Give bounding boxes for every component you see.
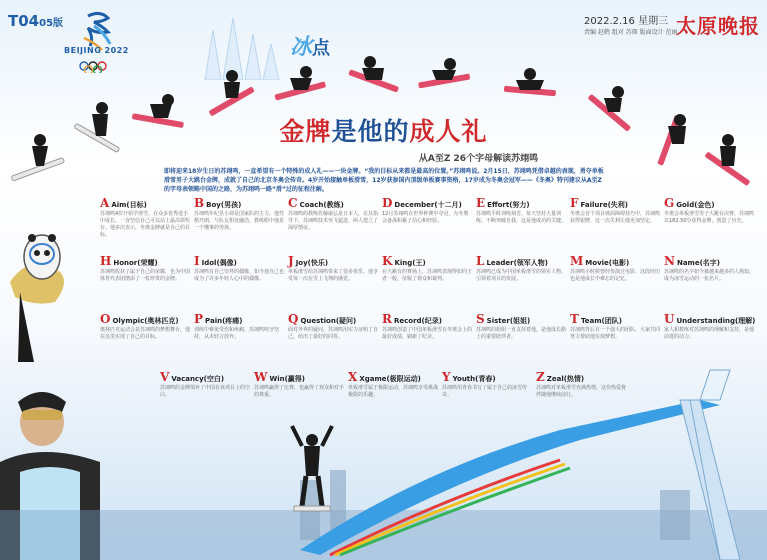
letter-entry-heading xyxy=(288,254,378,268)
letter-initial: G xyxy=(664,196,675,210)
letter-entry-text: 苏翊鸣收获了属于自己的荣耀，也为中国体育代表团增添了一枚珍贵的金牌。 xyxy=(100,269,191,282)
headline xyxy=(0,112,767,148)
issue-date-value: 2022.2.16 xyxy=(584,16,635,27)
letter-entry-heading xyxy=(664,312,754,326)
letter-initial: E xyxy=(476,196,486,210)
letter-word: Failure(失利) xyxy=(580,201,629,209)
letter-word: Record(纪录) xyxy=(393,317,442,325)
letter-word: Boy(男孩) xyxy=(206,201,242,209)
letter-entry xyxy=(194,254,284,310)
letter-initial: F xyxy=(570,196,579,210)
letter-entry-text: 苏翊鸣4岁开始学滑雪，在众多优秀选手中成长，一直坚信自己可以站上最高领奖台。他多次表示，冬奥金牌就是自己的目标。 xyxy=(100,211,191,238)
headline-part3: 成人礼 xyxy=(409,117,488,146)
letter-entry-text: 冬奥会单板滑雪男子大跳台决赛，苏翊鸣以182.50分获得金牌，创造了历史。 xyxy=(664,211,755,224)
bing-dwen-dwen-mascot-icon xyxy=(10,234,64,304)
letter-initial: P xyxy=(194,312,204,326)
letter-word: December(十二月) xyxy=(394,201,462,209)
headline-part2: 是他的 xyxy=(331,117,410,146)
letter-word: Honor(荣耀) xyxy=(113,259,158,267)
letter-entry xyxy=(664,254,754,310)
letter-initial: L xyxy=(476,254,485,268)
intro-paragraph: 即将迎来18岁生日的苏翊鸣，一直希望有一个特殊的成人礼——一块金牌。“我的目标从来都是最高的位置。”苏翊鸣说。2月15日，苏翊鸣凭借卓越的表现，勇夺单板滑雪男子大跳台金牌，成就了自己的北京冬奥会传奇。4岁开始接触单板滑雪，12岁获参国内顶级单板赛事资格，17岁成为冬奥会冠军——《冬奥》特刊建议从A至Z的字母表领略中国的之路，为苏翊鸣一路“滑”过的征程注解。 xyxy=(164,168,604,193)
letter-entry-text: 苏翊鸣用青春书写了属于自己的冰雪传奇。 xyxy=(442,385,528,398)
letter-word: Understanding(理解) xyxy=(676,317,756,325)
letter-entry xyxy=(664,196,754,252)
letter-entry-heading xyxy=(382,196,472,210)
letter-initial: Z xyxy=(536,370,545,384)
page-suffix: 05版 xyxy=(39,18,64,29)
letter-initial: B xyxy=(194,196,205,210)
letter-entry-text: 苏翊鸣有自己崇拜的偶像，如今他自己也成为了许多年轻人心中的偶像。 xyxy=(194,269,285,282)
letter-word: Olympic(奥林匹克) xyxy=(112,317,179,325)
letter-entry-heading xyxy=(288,196,378,210)
letter-initial: V xyxy=(160,370,170,384)
letter-entry-text: 奥林匹克运动会是苏翊鸣的梦想舞台，他在这里实现了自己的目标。 xyxy=(100,327,191,340)
letter-word: Question(疑问) xyxy=(300,317,357,325)
letter-entry-heading xyxy=(382,254,472,268)
letter-initial: Y xyxy=(442,370,451,384)
letter-entry-text: 苏翊鸣的教练佐藤康弘是日本人，在其指导下，苏翊鸣技术突飞猛进，两人建立了深厚情谊。 xyxy=(288,211,379,231)
letter-initial: U xyxy=(664,312,675,326)
letter-entry-heading xyxy=(570,254,660,268)
letter-word: Xgame(极限运动) xyxy=(359,375,421,383)
letter-entry-heading xyxy=(664,196,754,210)
letter-initial: C xyxy=(288,196,298,210)
headline-part1: 金牌 xyxy=(279,117,332,146)
letter-entry xyxy=(100,254,190,310)
letter-initial: S xyxy=(476,312,485,326)
letter-entry-text: 苏翊鸣对单板滑雪充满热情，这份热爱将伴随他继续前行。 xyxy=(536,385,627,398)
letter-entry-heading xyxy=(476,254,566,268)
letter-word: Team(团队) xyxy=(580,317,622,325)
letter-entry-heading xyxy=(100,196,190,210)
editors-credit: 责编 赵鹤 组对 苏琛 版面设计 范丽 xyxy=(584,29,678,36)
letter-word: Win(赢得) xyxy=(269,375,305,383)
newspaper-logo: 太原晚报 xyxy=(676,14,760,38)
letter-word: Youth(青春) xyxy=(452,375,496,383)
letter-entry xyxy=(288,196,378,252)
shougang-big-air-scene xyxy=(0,360,767,560)
letter-entry-heading xyxy=(664,254,754,268)
letter-entry-heading xyxy=(100,254,190,268)
letter-entry-heading xyxy=(382,312,472,326)
letter-word: Idol(偶像) xyxy=(201,259,237,267)
letter-entry-text: 苏翊鸣的姐姐一直支持着他，是他成长路上的重要陪伴者。 xyxy=(476,327,567,340)
letter-initial: O xyxy=(100,312,111,326)
page-header xyxy=(0,0,767,55)
letter-word: Coach(教练) xyxy=(299,201,344,209)
letter-entry-heading xyxy=(100,312,190,326)
letter-initial: N xyxy=(664,254,675,268)
letter-entry-text: 苏翊鸣的金牌填补了中国在该项目上的空白。 xyxy=(160,385,251,398)
issue-weekday: 星期三 xyxy=(638,16,669,27)
letter-word: Aim(目标) xyxy=(111,201,147,209)
letter-entry-heading xyxy=(194,254,284,268)
letter-entry-text: 在大跳台的赛场上，苏翊鸣表现得如同王者一般，征服了观众和裁判。 xyxy=(382,269,473,282)
letter-entry-text: 面对外界的疑问，苏翊鸣用实力证明了自己，给出了最好的回答。 xyxy=(288,327,379,340)
page-number: T0405版 xyxy=(8,12,64,30)
letter-word: Leader(领军人物) xyxy=(486,259,548,267)
letter-word: Effort(努力) xyxy=(487,201,530,209)
issue-date xyxy=(584,12,668,27)
letter-initial: Q xyxy=(288,312,299,326)
letter-entry xyxy=(476,254,566,310)
letter-entry-text: 训练中难免受伤和疼痛，苏翊鸣咬牙坚持，从未轻言放弃。 xyxy=(194,327,280,340)
letter-word: Name(名字) xyxy=(676,259,720,267)
section-tag-suffix: 点 xyxy=(312,38,331,59)
letter-entry-text: 苏翊鸣背后有一个强大的团队，大家共同努力帮助他实现梦想。 xyxy=(570,327,661,340)
subheadline: 从A至Z 26个字母解读苏翊鸣 xyxy=(418,154,539,164)
letter-entry-text: 苏翊鸣的名字如今被越来越多的人熟知，成为冰雪运动的一张名片。 xyxy=(664,269,755,282)
letter-word: Gold(金色) xyxy=(676,201,715,209)
letter-word: Sister(姐姐) xyxy=(486,317,531,325)
letter-entry xyxy=(382,196,472,252)
letter-entry-text: 苏翊鸣赢得了比赛，也赢得了观众和对手的尊重。 xyxy=(254,385,345,398)
letter-entry-text: 苏翊鸣已成为中国单板滑雪的领军人物，引领着项目的发展。 xyxy=(476,269,567,282)
letter-entry-text: 单板滑雪给苏翊鸣带来了很多快乐，他享受每一次在雪上飞翔的感觉。 xyxy=(288,269,379,282)
letter-initial: H xyxy=(100,254,112,268)
letter-entry xyxy=(100,196,190,252)
letter-entry-text: 冬奥会首个项目坡面障碍技巧中，苏翊鸣获得银牌，这一次失利让他更加坚定。 xyxy=(570,211,661,224)
letter-entry-text: 苏翊鸣平时训练刻苦，每天坚持大量训练，不断突破自我，这是他成功的关键。 xyxy=(476,211,567,224)
letter-initial: K xyxy=(382,254,393,268)
letter-entry-text: 苏翊鸣小时候曾经参演过电影，这段经历也是他成长中难忘的记忆。 xyxy=(570,269,661,282)
letter-entry xyxy=(570,196,660,252)
letter-initial: W xyxy=(254,370,268,384)
letter-word: Movie(电影) xyxy=(585,259,630,267)
letter-initial: X xyxy=(348,370,358,384)
section-tag-prefix: 冰 xyxy=(290,35,313,60)
letter-word: Joy(快乐) xyxy=(295,259,329,267)
letter-initial: T xyxy=(570,312,579,326)
letter-entry xyxy=(288,254,378,310)
letter-entry-heading xyxy=(194,196,284,210)
letter-word: Vacancy(空白) xyxy=(171,375,225,383)
letter-initial: J xyxy=(288,254,294,268)
games-name: BEIJING 2022 xyxy=(64,46,129,55)
letter-word: Zeal(热情) xyxy=(546,375,585,383)
letter-entry-heading xyxy=(476,196,566,210)
letter-initial: A xyxy=(100,196,110,210)
letter-initial: R xyxy=(382,312,392,326)
letter-entry-text: 家人和教练对苏翊鸣的理解和支持，是他前进的动力。 xyxy=(664,327,755,340)
letter-word: King(王) xyxy=(394,259,426,267)
letter-entry-text: 12月苏翊鸣在世界杯赛中夺冠，为冬奥会备战积累了信心和经验。 xyxy=(382,211,469,224)
letter-entry xyxy=(476,196,566,252)
letter-entry-heading xyxy=(570,312,660,326)
letter-entry-text: 苏翊鸣创造了中国单板滑雪在冬奥会上的最好成绩，刷新了纪录。 xyxy=(382,327,473,340)
letter-entry xyxy=(194,196,284,252)
letter-initial: I xyxy=(194,254,200,268)
letter-initial: M xyxy=(570,254,584,268)
letter-entry-text: 单板滑雪属于极限运动，苏翊鸣享受挑战极限的乐趣。 xyxy=(348,385,439,398)
letter-entry-heading xyxy=(194,312,284,326)
letter-entry-text: 苏翊鸣年纪虽小却是国家队的主力。他性格开朗，与队友相处融洽，教练眼中他是一个懂事的男孩。 xyxy=(194,211,285,231)
letter-entry-heading xyxy=(288,312,378,326)
letter-entry xyxy=(382,254,472,310)
letter-entry xyxy=(570,254,660,310)
letter-word: Pain(疼痛) xyxy=(205,317,243,325)
letter-entry-heading xyxy=(570,196,660,210)
letter-initial: D xyxy=(382,196,393,210)
letter-entry-heading xyxy=(476,312,566,326)
